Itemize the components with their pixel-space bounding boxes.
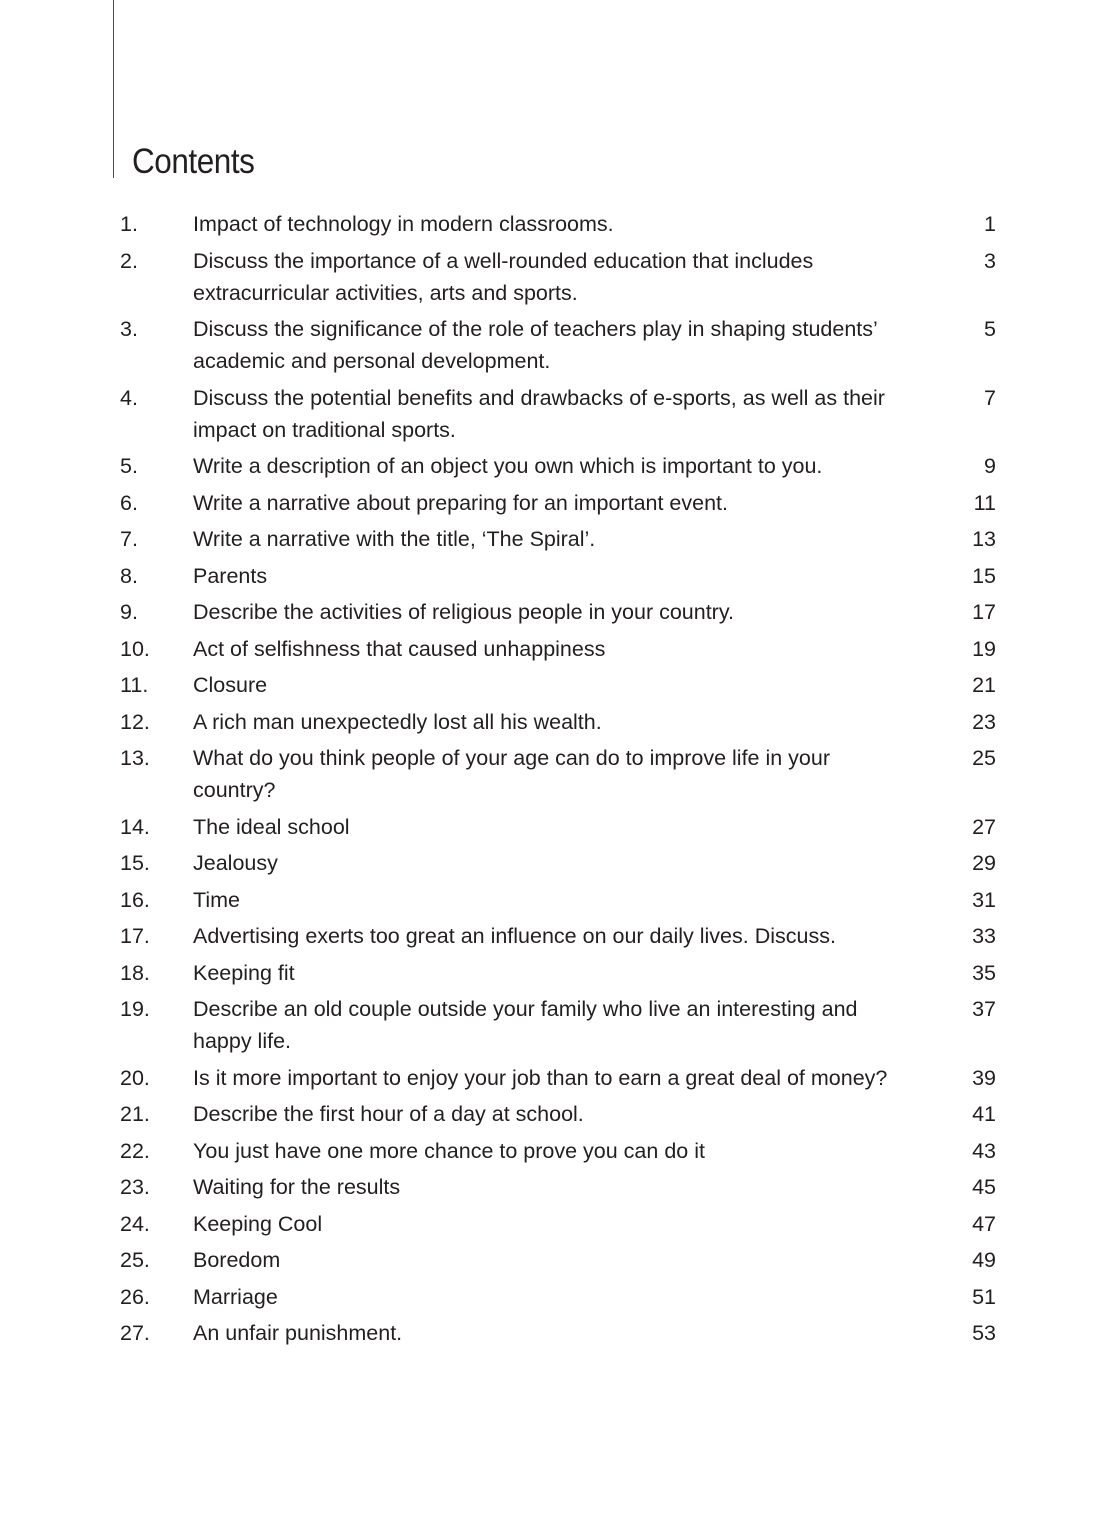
toc-entry (120, 957, 996, 989)
toc-entry-title: The ideal school (193, 814, 350, 839)
toc-entry-title: A rich man unexpectedly lost all his wealth. (193, 709, 602, 734)
toc-entry-page-number: 7 (984, 385, 996, 410)
toc-entry (120, 487, 996, 519)
toc-entry (120, 884, 996, 916)
toc-entry-page-number: 49 (972, 1248, 996, 1272)
toc-entry-number: 13. (120, 746, 150, 770)
toc-entry-title: Impact of technology in modern classrooms. (193, 212, 614, 236)
toc-entry-title: Marriage (193, 1284, 278, 1309)
toc-entry-page-number: 51 (972, 1284, 996, 1309)
toc-entry (120, 811, 996, 843)
toc-entry-number: 12. (120, 709, 150, 734)
toc-entry-number: 10. (120, 636, 150, 661)
toc-entry-page-number: 5 (984, 317, 996, 341)
toc-entry (120, 1281, 996, 1313)
toc-entry-number: 3. (120, 317, 138, 341)
toc-entry (120, 1317, 996, 1349)
toc-entry-number: 26. (120, 1284, 150, 1309)
toc-entry-page-number: 19 (972, 636, 996, 661)
toc-entry-title: Write a narrative with the title, ‘The Spiral’. (193, 527, 596, 551)
toc-entry-page-number: 25 (972, 746, 996, 770)
toc-entry-title: Describe the first hour of a day at school. (193, 1102, 584, 1126)
toc-entry-title: Waiting for the results (193, 1175, 401, 1199)
toc-entry (120, 706, 996, 738)
toc-entry-title: Keeping fit (193, 960, 295, 985)
toc-entry-page-number: 43 (972, 1138, 996, 1163)
toc-entry-page-number: 47 (972, 1211, 996, 1236)
toc-entry (120, 313, 996, 377)
toc-entry-number: 18. (120, 960, 150, 985)
toc-entry-page-number: 23 (972, 709, 996, 734)
toc-entry-page-number: 13 (972, 527, 996, 551)
toc-entry-page-number: 33 (972, 924, 996, 948)
toc-entry (120, 920, 996, 952)
toc-entry-page-number: 9 (984, 454, 996, 478)
margin-rule (113, 0, 114, 178)
toc-entry (120, 1244, 996, 1276)
toc-entry (120, 1098, 996, 1130)
toc-entry-number: 15. (120, 851, 150, 875)
toc-entry (120, 208, 996, 240)
toc-entry (120, 993, 996, 1057)
toc-entry-number: 20. (120, 1065, 150, 1090)
toc-entry-number: 6. (120, 490, 138, 515)
toc-entry-title: Act of selfishness that caused unhappiness (193, 636, 606, 661)
toc-entry-number: 7. (120, 527, 138, 551)
toc-entry (120, 633, 996, 665)
page-title: Contents (132, 142, 255, 181)
toc-entry (120, 523, 996, 555)
toc-entry-number: 27. (120, 1321, 150, 1345)
toc-entry-number: 11. (120, 673, 149, 697)
toc-entry-title: Is it more important to enjoy your job than to earn a great deal of money? (193, 1065, 888, 1090)
toc-entry-number: 24. (120, 1211, 150, 1236)
toc-entry-title: Discuss the potential benefits and drawbacks of e-sports, as well as their impact on traditional sports. (193, 385, 885, 442)
toc-entry-page-number: 17 (972, 600, 996, 624)
toc-entry-number: 4. (120, 385, 138, 410)
toc-entry-title: Write a narrative about preparing for an important event. (193, 490, 729, 515)
toc-entry-number: 8. (120, 563, 138, 588)
toc-entry-page-number: 39 (972, 1065, 996, 1090)
toc-entry-title: Discuss the significance of the role of teachers play in shaping students’ academic and personal development. (193, 317, 878, 373)
toc-entry-page-number: 3 (984, 248, 996, 273)
toc-entry-title: What do you think people of your age can do to improve life in your country? (193, 746, 831, 802)
toc-entry-number: 2. (120, 248, 138, 273)
toc-entry-title: Write a description of an object you own which is important to you. (193, 454, 823, 478)
toc-entry-page-number: 15 (972, 563, 996, 588)
toc-entry-number: 22. (120, 1138, 150, 1163)
toc-entry-title: Jealousy (193, 851, 278, 875)
toc-entry-page-number: 31 (972, 887, 996, 912)
toc-entry (120, 245, 996, 309)
toc-entry-page-number: 45 (972, 1175, 996, 1199)
toc-entry-title: You just have one more chance to prove you can do it (193, 1138, 705, 1163)
toc-entry-page-number: 1 (984, 212, 996, 236)
toc-entry (120, 1062, 996, 1094)
toc-entry (120, 596, 996, 628)
table-of-contents (120, 208, 996, 1354)
toc-entry-number: 14. (120, 814, 150, 839)
toc-entry-title: Advertising exerts too great an influence on our daily lives. Discuss. (193, 924, 836, 948)
toc-entry (120, 1135, 996, 1167)
toc-entry (120, 560, 996, 592)
toc-entry-title: An unfair punishment. (193, 1321, 403, 1345)
toc-entry-number: 21. (120, 1102, 150, 1126)
toc-entry-number: 9. (120, 600, 138, 624)
toc-entry-page-number: 27 (972, 814, 996, 839)
toc-entry (120, 450, 996, 482)
toc-entry (120, 1171, 996, 1203)
toc-entry-page-number: 35 (972, 960, 996, 985)
toc-entry-title: Keeping Cool (193, 1211, 323, 1236)
toc-entry-title: Closure (193, 673, 268, 697)
toc-entry-title: Parents (193, 563, 268, 588)
toc-entry (120, 742, 996, 806)
toc-entry (120, 847, 996, 879)
toc-entry-page-number: 37 (972, 997, 996, 1021)
toc-entry-number: 17. (120, 924, 150, 948)
toc-entry-page-number: 11 (973, 490, 996, 515)
toc-entry (120, 1208, 996, 1240)
toc-entry-title: Boredom (193, 1248, 281, 1272)
toc-entry-title: Discuss the importance of a well-rounded education that includes extracurricular activities, arts and sports. (193, 248, 814, 305)
toc-entry-page-number: 29 (972, 851, 996, 875)
toc-entry-page-number: 21 (972, 673, 996, 697)
toc-entry-page-number: 53 (972, 1321, 996, 1345)
toc-entry-title: Describe the activities of religious people in your country. (193, 600, 734, 624)
toc-entry (120, 382, 996, 446)
toc-entry-title: Time (193, 887, 240, 912)
toc-entry-page-number: 41 (972, 1102, 996, 1126)
toc-entry-number: 25. (120, 1248, 150, 1272)
toc-entry-number: 23. (120, 1175, 150, 1199)
toc-entry-title: Describe an old couple outside your family who live an interesting and happy life. (193, 997, 858, 1053)
toc-entry-number: 16. (120, 887, 150, 912)
toc-entry-number: 5. (120, 454, 138, 478)
toc-entry-number: 19. (120, 997, 150, 1021)
toc-entry (120, 669, 996, 701)
toc-entry-number: 1. (120, 212, 138, 236)
